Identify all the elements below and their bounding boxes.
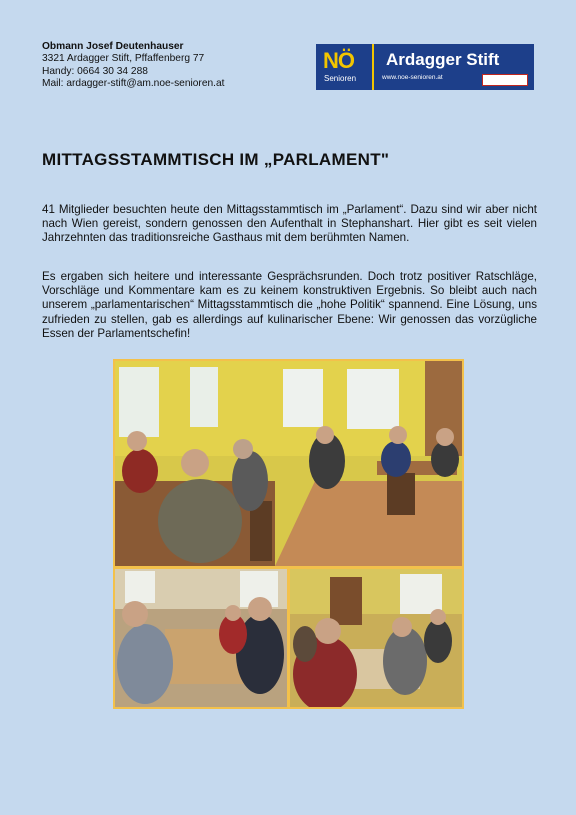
- logo-main: [374, 44, 534, 90]
- logo-badge-subtext: Senioren: [324, 74, 357, 83]
- logo-url: www.noe-senioren.at: [382, 74, 443, 81]
- contact-phone: Handy: 0664 30 34 288: [42, 65, 148, 77]
- photo-collage: [113, 359, 464, 709]
- photo-table-group-left: [115, 569, 287, 707]
- photo-table-group-right: [290, 569, 462, 707]
- logo-badge: [316, 44, 374, 90]
- contact-address: 3321 Ardagger Stift, Pffaffenberg 77: [42, 53, 205, 65]
- contact-name: Obmann Josef Deutenhauser: [42, 41, 184, 52]
- photo-dining-room: [115, 361, 462, 566]
- contact-block: [42, 41, 224, 91]
- logo-badge-text: NÖ: [323, 48, 354, 73]
- article-paragraph-2: Es ergaben sich heitere und interessante Gesprächsrunden. Doch trotz positiver Ratschläge, Vorschläge und Kommentare kam es zu keinem konstruktiven Ergebnis. So bleibt auch nach unserem „parlamentarischen“ Mittagsstammtisch die „hohe Politik“ spannend. Eine Lösung, uns zufrieden zu stellen, gab es allerdings auf kulinarischer Ebene: Wir genossen das vorzügliche Essen der Parlamentschefin!: [42, 270, 537, 340]
- logo-title: Ardagger Stift: [386, 50, 500, 69]
- logo-flag-icon: [482, 74, 528, 86]
- contact-mail: Mail: ardagger-stift@am.noe-senioren.at: [42, 78, 225, 90]
- article-paragraph-1: 41 Mitglieder besuchten heute den Mittagsstammtisch im „Parlament“. Dazu sind wir aber nicht nach Wien gereist, sondern genossen den Aufenthalt in Stephanshart. Hier gibt es seit vielen Jahrzehnten das traditionsreiche Gasthaus mit dem berühmten Namen.: [42, 203, 537, 245]
- article-title: MITTAGSSTAMMTISCH IM „PARLAMENT": [42, 150, 390, 169]
- organization-logo: [316, 44, 534, 90]
